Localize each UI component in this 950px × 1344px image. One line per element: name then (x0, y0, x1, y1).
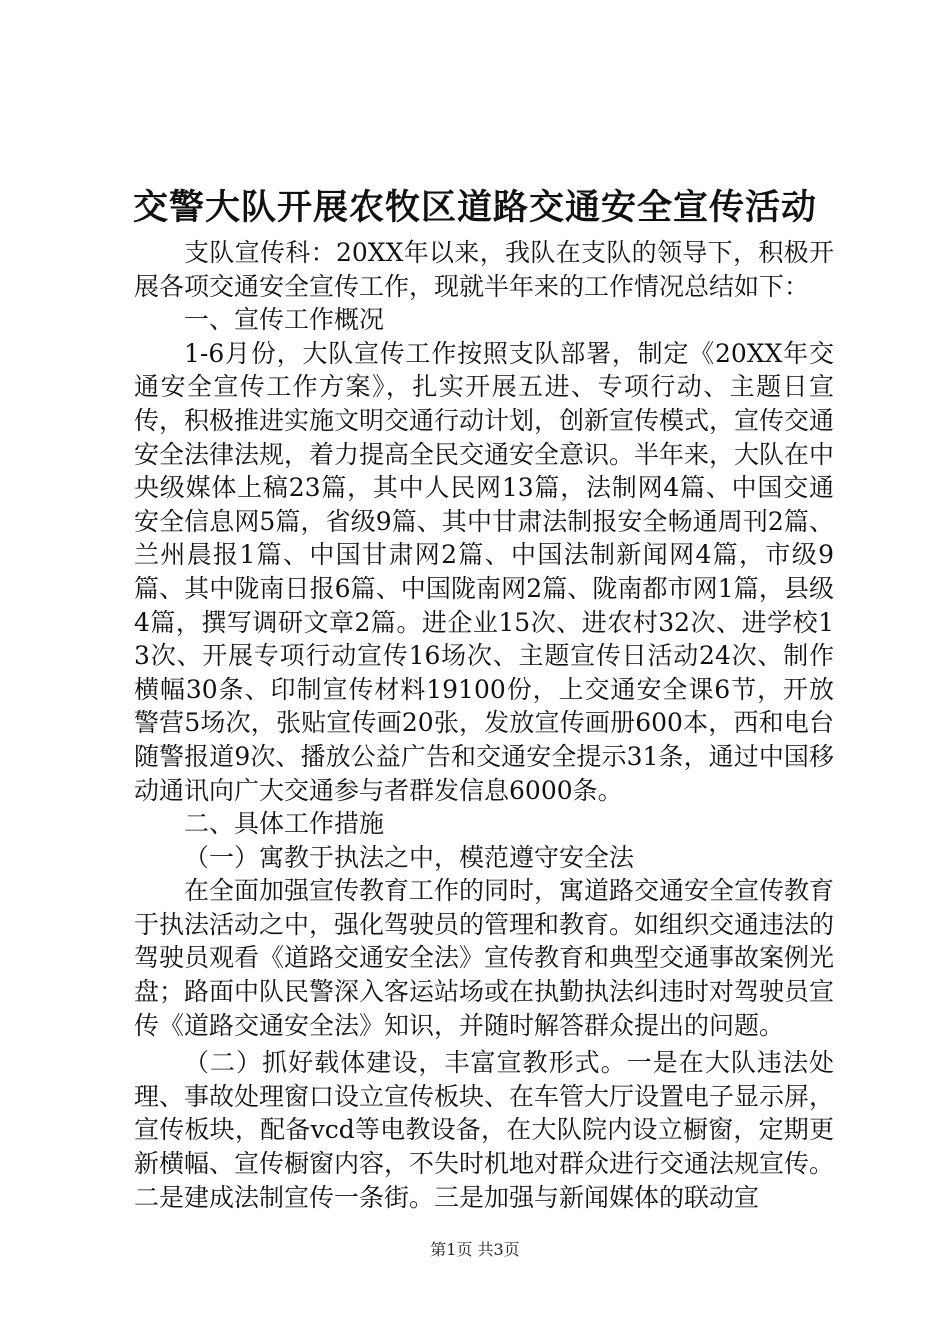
subsection-heading-1: （一）寓教于执法之中，模范遵守安全法 (184, 842, 635, 872)
document-title: 交警大队开展农牧区道路交通安全宣传活动 (132, 187, 817, 228)
measures-paragraph-1: 在全面加强宣传教育工作的同时，寓道路交通安全宣传教育于执法活动之中，强化驾驶员的管理和教育。如组织交通违法的驾驶员观看《道路交通安全法》宣传教育和典型交通事故案例光盘；路面中队民警深入客运站场或在执勤执法纠违时对驾驶员宣传《道路交通安全法》知识，并随时解答群众提出的问题。 (134, 876, 835, 1040)
overview-paragraph: 1-6月份，大队宣传工作按照支队部署，制定《20XX年交通安全宣传工作方案》，扎实开展五进、专项行动、主题日宣传，积极推进实施文明交通行动计划，创新宣传模式，宣传交通安全法律法规，着力提高全民交通安全意识。半年来，大队在中央级媒体上稿23篇，其中人民网13篇，法制网4篇、中国交通安全信息网5篇，省级9篇、其中甘肃法制报安全畅通周刊2篇、兰州晨报1篇、中国甘肃网2篇、中国法制新闻网4篇，市级9篇、其中陇南日报6篇、中国陇南网2篇、陇南都市网1篇，县级4篇，撰写调研文章2篇。进企业15次、进农村32次、进学校13次、开展专项行动宣传16场次、主题宣传日活动24次、制作横幅30条、印制宣传材料19100份，上交通安全课6节，开放警营5场次，张贴宣传画20张，发放宣传画册600本，西和电台随警报道9次、播放公益广告和交通安全提示31条，通过中国移动通讯向广大交通参与者群发信息6000条。 (134, 338, 835, 805)
document-body (134, 236, 834, 1214)
measures-paragraph-2: （二）抓好载体建设，丰富宣教形式。一是在大队违法处理、事故处理窗口设立宣传板块、在车管大厅设置电子显示屏，宣传板块，配备vcd等电教设备，在大队院内设立橱窗，定期更新横幅、宣传橱窗内容，不失时机地对群众进行交通法规宣传。二是建成法制宣传一条街。三是加强与新闻媒体的联动宣 (134, 1048, 835, 1212)
intro-paragraph: 支队宣传科：20XX年以来，我队在支队的领导下，积极开展各项交通安全宣传工作，现就半年来的工作情况总结如下： (134, 238, 834, 301)
section-heading-overview: 一、宣传工作概况 (184, 305, 385, 335)
section-heading-measures: 二、具体工作措施 (184, 809, 385, 839)
page-number-footer: 第1页 共3页 (430, 1240, 520, 1259)
